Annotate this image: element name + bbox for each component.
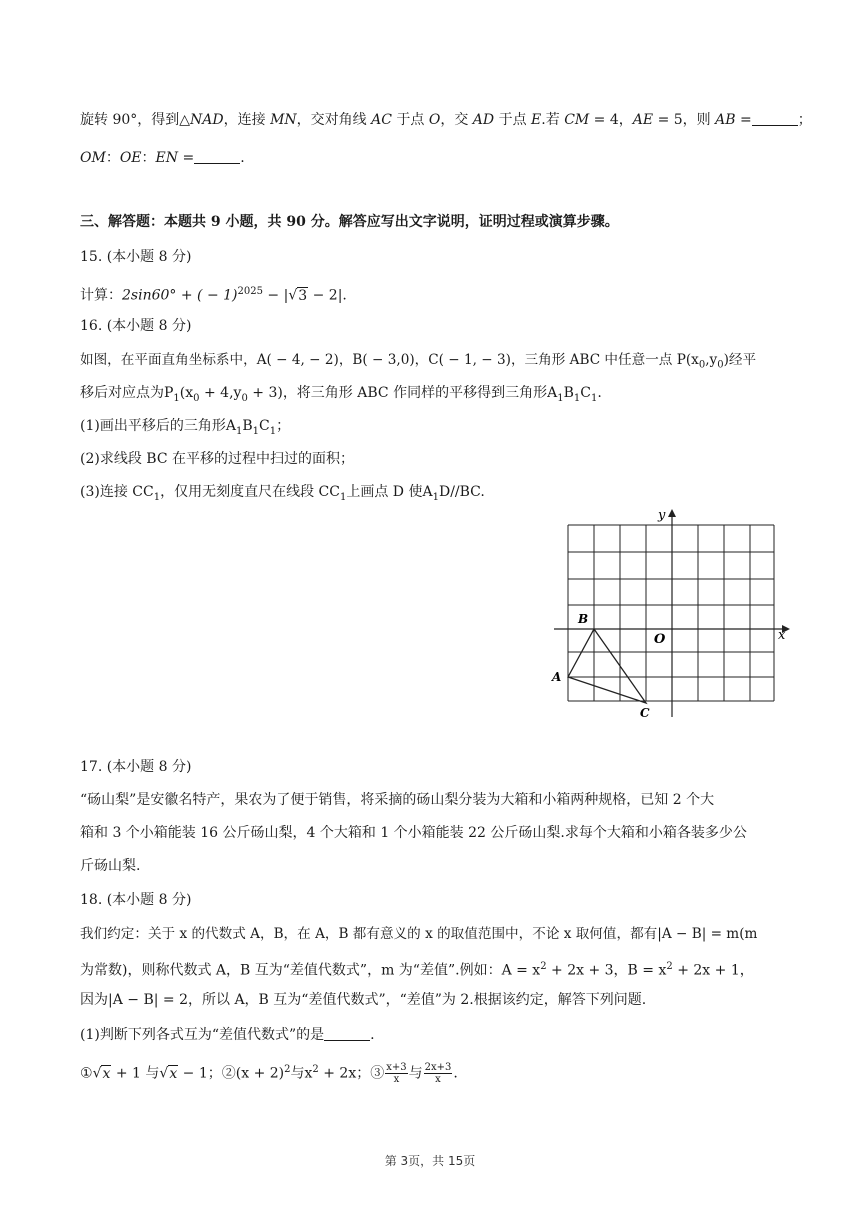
text: + 2x；③ — [318, 1065, 385, 1082]
math: x — [169, 1065, 178, 1082]
option-marker: ① — [80, 1065, 93, 1082]
y-axis-arrow — [668, 509, 676, 517]
text: ； — [797, 112, 812, 128]
text: . — [240, 150, 245, 166]
denominator: x — [393, 1074, 400, 1086]
q16-heading: 16. (本小题 8 分) — [80, 318, 192, 334]
q17-heading: 17. (本小题 8 分) — [80, 759, 192, 775]
text: ，连接 — [223, 112, 271, 128]
subscript: 0 — [193, 392, 200, 404]
text: = — [735, 112, 752, 128]
q16-sub-1 — [80, 416, 784, 442]
text: ，交对角线 — [296, 112, 372, 128]
sqrt-sign: √ — [92, 1065, 102, 1082]
text: = 5，则 — [653, 112, 716, 128]
subscript: 1 — [252, 425, 259, 437]
text: ； — [276, 418, 291, 434]
subscript: 1 — [590, 392, 598, 404]
subscript: 1 — [153, 491, 161, 503]
math: OE — [119, 150, 142, 166]
text: ： — [105, 150, 120, 166]
text: = 4， — [589, 112, 633, 128]
text: 移后对应点为P — [80, 385, 174, 401]
math: 2sin60° + ( − 1) — [122, 287, 238, 304]
subscript: 1 — [573, 392, 581, 404]
continued-problem-line-1 — [80, 110, 812, 130]
text: . — [597, 385, 602, 401]
x-axis-label: x — [778, 628, 786, 643]
text: )经平 — [723, 352, 757, 368]
text: 于点 — [494, 112, 532, 128]
math: AB — [715, 112, 736, 128]
text: ，仅用无刻度直尺在线段 CC — [160, 484, 340, 500]
exponent: 2025 — [237, 286, 263, 297]
text: . — [453, 1065, 458, 1082]
page-footer: 第 3页，共 15页 — [384, 1154, 476, 1168]
text: ： — [141, 150, 156, 166]
exponent: 2 — [540, 961, 547, 972]
denominator: x — [435, 1074, 441, 1086]
q17-text-2: 箱和 3 个小箱能装 16 公斤砀山梨，4 个大箱和 1 个小箱能装 22 公斤砀山梨.求每个大箱和小箱各装多少公 — [80, 825, 747, 841]
subscript: 1 — [339, 491, 347, 503]
text: + 3)，将三角形 ABC 作同样的平移得到三角形A — [247, 385, 558, 401]
text: (x — [179, 385, 194, 401]
q18-sub-1 — [80, 1025, 784, 1045]
q16-sub-3 — [80, 482, 784, 508]
answer-blank[interactable] — [752, 111, 798, 126]
math: E — [531, 112, 542, 128]
q18-text-3: 因为|A − B| = 2，所以 A，B 互为“差值代数式”，“差值”为 2.根据该约定，解答下列问题. — [80, 992, 647, 1008]
text: ，交 — [440, 112, 473, 128]
math: − | — [262, 287, 289, 304]
q15-expression — [80, 282, 784, 306]
math: MN — [270, 112, 297, 128]
subscript: 1 — [173, 392, 180, 404]
exponent: 2 — [284, 1064, 291, 1075]
continued-problem-line-2 — [80, 148, 784, 168]
text: (1)判断下列各式互为“差值代数式”的是 — [80, 1027, 325, 1043]
subscript: 0 — [241, 392, 248, 404]
text: + 1 与 — [111, 1065, 160, 1082]
answer-blank[interactable] — [194, 149, 240, 164]
origin-label: O — [654, 632, 666, 647]
text: (1)画出平移后的三角形A — [80, 418, 236, 434]
text: + 2x + 3，B = x — [546, 962, 667, 979]
subscript: 1 — [432, 491, 439, 503]
exponent: 2 — [312, 1064, 319, 1075]
numerator: x+3 — [386, 1062, 407, 1074]
math: AD — [472, 112, 495, 128]
text: 如图，在平面直角坐标系中，A( − 4, − 2)，B( − 3,0)，C( − 1, − 3)，三角形 ABC 中任意一点 P(x — [80, 352, 699, 368]
math: OM — [80, 150, 106, 166]
math: 3 — [298, 287, 308, 304]
text: 于点 — [391, 112, 429, 128]
q18-heading: 18. (本小题 8 分) — [80, 892, 192, 908]
text: 与x — [290, 1065, 313, 1082]
text: 为常数)，则称代数式 A，B 互为“差值代数式”，m 为“差值”.例如：A = x — [80, 962, 541, 979]
subscript: 1 — [557, 392, 564, 404]
answer-blank[interactable] — [324, 1026, 370, 1041]
sqrt-sign: √ — [288, 287, 298, 304]
text: ,y — [705, 352, 718, 368]
q17-text-1: “砀山梨”是安徽名特产，果农为了便于销售，将采摘的砀山梨分装为大箱和小箱两种规格，已知 2 个大 — [80, 792, 715, 808]
text: − 1；②(x + 2) — [178, 1065, 285, 1082]
text: B — [563, 385, 574, 401]
math: x — [102, 1065, 111, 1082]
text: D//BC. — [438, 484, 485, 500]
grid-lines — [568, 525, 774, 701]
y-axis-label: y — [658, 508, 666, 523]
point-b-label: B — [578, 612, 589, 626]
text: C — [259, 418, 270, 434]
math: AC — [371, 112, 392, 128]
text: B — [242, 418, 253, 434]
point-c-label: C — [640, 706, 650, 720]
numerator: 2x+3 — [424, 1062, 452, 1074]
text: + 4,y — [199, 385, 242, 401]
text: + 2x + 1， — [672, 962, 754, 979]
q16-text-2 — [80, 383, 784, 409]
q16-sub-2: (2)求线段 BC 在平移的过程中扫过的面积； — [80, 451, 354, 467]
q18-options — [80, 1060, 784, 1085]
text: 计算： — [80, 287, 122, 304]
sqrt-sign: √ — [159, 1065, 169, 1082]
math: O — [428, 112, 441, 128]
text: 上画点 D 使A — [346, 484, 433, 500]
math: − 2|. — [308, 287, 347, 304]
exponent: 2 — [666, 961, 673, 972]
math: CM — [564, 112, 590, 128]
point-a-label: A — [552, 670, 562, 684]
text: (3)连接 CC — [80, 484, 154, 500]
subscript: 1 — [235, 425, 243, 437]
q15-heading: 15. (本小题 8 分) — [80, 249, 192, 265]
subscript: 0 — [698, 359, 706, 371]
subscript: 0 — [717, 359, 724, 371]
q16-text-1 — [80, 350, 784, 376]
q18-text-2 — [80, 957, 784, 981]
text: 旋转 90°，得到△ — [80, 112, 191, 128]
math: AE — [632, 112, 654, 128]
subscript: 1 — [269, 425, 277, 437]
coordinate-grid-figure — [548, 505, 794, 725]
q18-text-1: 我们约定：关于 x 的代数式 A，B，在 A，B 都有意义的 x 的取值范围中，不论 x 取何值，都有|A − B| = m(m — [80, 926, 758, 942]
math: NAD — [190, 112, 224, 128]
text: .若 — [541, 112, 565, 128]
math: EN — [155, 150, 178, 166]
fraction — [424, 1062, 453, 1085]
text: 与 — [408, 1065, 423, 1082]
text: C — [580, 385, 591, 401]
section-heading: 三、解答题：本题共 9 小题，共 90 分。解答应写出文字说明，证明过程或演算步骤。 — [80, 214, 619, 230]
text: . — [370, 1027, 375, 1043]
fraction — [385, 1062, 407, 1085]
q17-text-3: 斤砀山梨. — [80, 858, 141, 874]
triangle-abc — [568, 629, 646, 703]
text: = — [178, 150, 195, 166]
